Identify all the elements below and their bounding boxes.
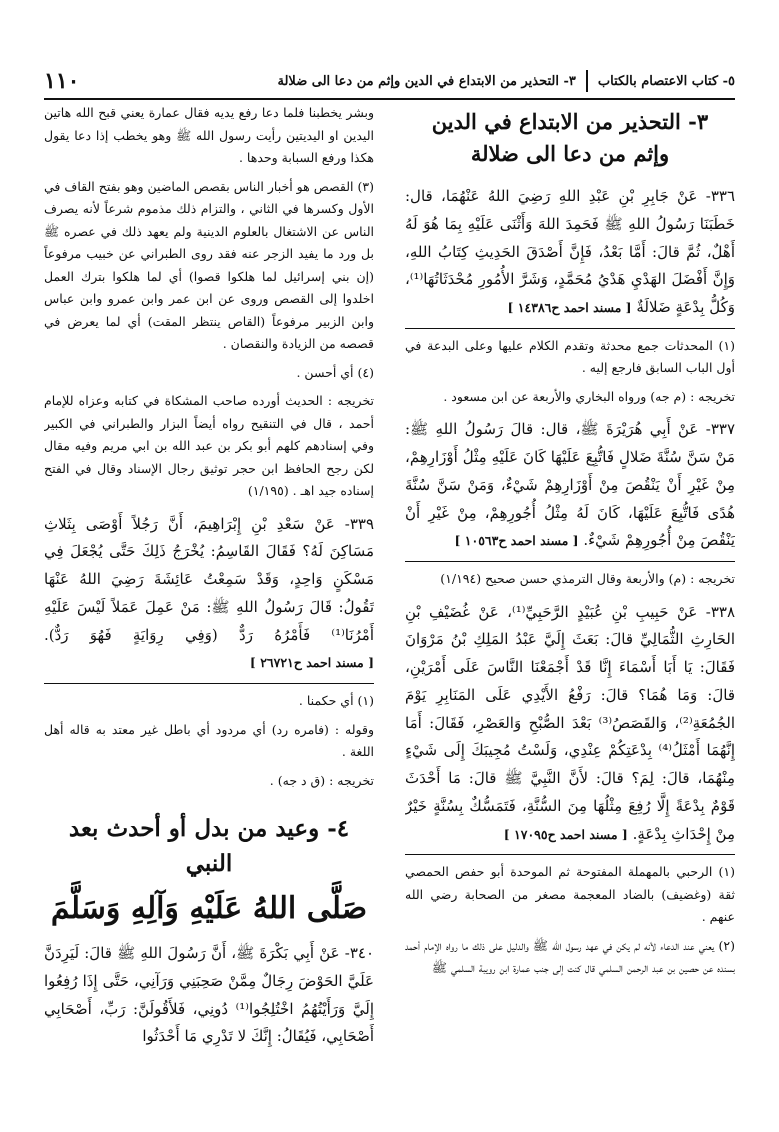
- header-titles: [278, 70, 736, 92]
- footnote-divider: [405, 561, 735, 562]
- hadith-337-text: ٣٣٧- عَنْ أَبِي هُرَيْرَةَ ﷺ، قال: قالَ رَسُولُ اللهِ ﷺ: مَنْ سَنَّ سُنَّةَ ضَلالٍ فَاتُّبِعَ عَلَيْهَا كَانَ عَلَيْهِ مِثْلُ أَوْزَارِهِمْ، مِنْ غَيْرِ أَنْ يَنْقُصَ مِنْ أَوْزَارِهِمْ شَيْءٌ، وَمَنْ سَنَّ سُنَّةَ هُدًى فَاتُّبِعَ عَلَيْهَا، كَانَ لَهُ مِثْلُ أُجُورِهِمْ، مِنْ غَيْرِ أَنْ يَنْقُصَ مِنْ أُجُورِهِمْ شَيْءٌ.: [405, 420, 735, 550]
- salah-phrase: صَلَّى اللهُ عَلَيْهِ وَآلِهِ وَسَلَّمَ: [50, 891, 368, 926]
- hadith-336-source: [ مسند احمد ح١٤٣٨٦ ]: [507, 300, 632, 315]
- hadith-338-footnote-1: (١) الرحبي بالمهملة المفتوحة ثم الموحدة أبو حفص الحمصي ثقة (وغضيف) بالضاد المعجمة مصغر من الصحابة رضي الله عنهم .: [405, 864, 735, 925]
- section-3-title: [405, 106, 735, 169]
- hadith-336-takhrij: تخريجه : (م جه) ورواه البخاري والأربعة عن ابن مسعود .: [443, 388, 735, 404]
- section-4-title: ٤- وعيد من بدل أو أحدث بعد النبي: [68, 815, 350, 877]
- footnote-divider: [405, 854, 735, 855]
- page-number: ١١٠: [44, 68, 80, 94]
- section-3-title-line2: وإثم من دعا الى ضلالة: [470, 140, 670, 166]
- hadith-337-source: [ مسند احمد ح١٠٥٦٣ ]: [454, 533, 579, 549]
- hadith-338-text: ٣٣٨- عَنْ حَبِيبِ بْنِ عُبَيْدٍ الرَّحَبِيِّ⁽¹⁾، عَنْ غُضَيْفِ بْنِ الحَارِثِ الثُّمَالِيِّ قالَ: بَعَثَ إِلَيَّ عَبْدُ المَلِكِ بْنُ مَرْوَانَ فَقَالَ: يَا أَبَا أَسْمَاءَ إِنَّا قَدْ أَجْمَعْنَا النَّاسَ عَلَى أَمْرَيْنِ، قالَ: وَمَا هُمَا؟ قالَ: رَفْعُ الأَيْدِي عَلَى المَنَابِرِ يَوْمَ الجُمُعَةِ⁽²⁾، وَالقَصَصُ⁽³⁾ بَعْدَ الصُّبْحِ وَالعَصْرِ، فَقَالَ: أَمَا إِنَّهُمَا أَمْثَلُ⁽⁴⁾ بِدْعَتِكُمْ عِنْدِي، وَلَسْتُ مُجِيبَكَ إِلَى شَيْءٍ مِنْهُمَا، قالَ: لِمَ؟ قالَ: لأَنَّ النَّبِيَّ ﷺ قالَ: مَا أَحْدَثَ قَوْمٌ بِدْعَةً إِلَّا رُفِعَ مِثْلُهَا مِنَ السُّنَّةِ، فَتَمَسُّكٌ بِسُنَّةٍ خَيْرٌ مِنْ إِحْدَاثِ بِدْعَةٍ.: [405, 602, 735, 843]
- hadith-336-footnote: (١) المحدثات جمع محدثة وتقدم الكلام عليها وعلى البدعة في أول الباب السابق فارجع إليه .: [405, 337, 735, 376]
- hadith-340: ٣٤٠- عَنْ أَبِي بَكْرَةَ ﷺ، أَنَّ رَسُولَ اللهِ ﷺ قالَ: لَيَرِدَنَّ عَلَيَّ الحَوْضَ رِجَالٌ مِمَّنْ صَحِبَنِي وَرَآنِي، حَتَّى إِذَا رُفِعُوا إِلَيَّ وَرَأَيْتُهُمُ اخْتُلِجُوا⁽¹⁾ دُونِي، فَلأَقُولَنَّ: رَبِّ، أَصْحَابِي أَصْحَابِي، فَيُقَالُ: إِنَّكَ لا تَدْرِي مَا أَحْدَثُوا: [44, 944, 374, 1046]
- hadith-339-takhrij: تخريجه : (ق د جه) .: [269, 772, 374, 788]
- footnote-divider: [405, 328, 735, 329]
- hadith-338-takhrij: تخريجه : الحديث أورده صاحب المشكاة في كتابه وعزاه للإمام أحمد ، قال في التنقيح رواه أيضاً البزار والطبراني في الكبير وفي إسنادهم كلهم أبو بكر بن عبد الله بن ابي مريم وفيه مقال لكن رجح الحافظ ابن حجر توثيق رجال الإسناد وقال في الفتح إسناده جيد اهـ . (١/١٩٥): [44, 393, 374, 498]
- hadith-336: [405, 183, 735, 322]
- footnote-divider: [44, 683, 374, 684]
- hadith-337-takhrij: تخريجه : (م) والأربعة وقال الترمذي حسن صحيح (١/١٩٤): [440, 571, 735, 586]
- section-3-title-line1: ٣- التحذير من الابتداع في الدين: [431, 109, 709, 134]
- section-title-header: ٣- التحذير من الابتداع في الدين وإثم من دعا الى ضلالة: [277, 73, 576, 89]
- hadith-339-footnote: (١) أي حكمنا .: [298, 693, 374, 708]
- hadith-338-footnote-4: (٤) أي أحسن .: [296, 364, 374, 380]
- hadith-336-text: ٣٣٦- عَنْ جَابِرِ بْنِ عَبْدِ اللهِ رَضِيَ اللهُ عَنْهُمَا، قال: خَطَبَنَا رَسُولُ اللهِ ﷺ فَحَمِدَ اللهَ وَأَثْنَى عَلَيْهِ بِمَا هُوَ لَهُ أَهْلٌ، ثُمَّ قالَ: أَمَّا بَعْدُ، فَإِنَّ أَصْدَقَ الحَدِيثِ كِتَابُ اللهِ، وَإِنَّ أَفْضَلَ الهَدْيِ هَدْيُ مُحَمَّدٍ، وَشَرَّ الأُمُورِ مُحْدَثَاتُهَا⁽¹⁾، وَكُلُّ بِدْعَةٍ ضَلالَةٌ: [405, 187, 735, 316]
- hadith-339-explanation: وقوله : (فامره رد) أي مردود أي باطل غير معتد به قاله أهل اللغة .: [44, 721, 374, 759]
- hadith-339-source: [ مسند احمد ح٢٦٧٢١ ]: [249, 655, 374, 671]
- hadith-338: [405, 599, 735, 849]
- left-column: [44, 102, 374, 1112]
- footnote-continuation: وبشر يخطبنا فلما دعا رفع يديه فقال عمارة يعني قبح الله هاتين اليدين او اليديتين رأيت رسول الله ﷺ وهو يخطب إذا دعا يقول هكذا ورفع السبابة وحدها .: [44, 105, 374, 165]
- header-divider: [586, 70, 588, 92]
- running-header: [44, 64, 735, 100]
- hadith-337: [405, 416, 735, 555]
- hadith-338-footnote-3: (٣) القصص هو أخبار الناس بقصص الماضين وهو بفتح القاف في الأول وكسرها في الثاني ، والتزام ذلك مذموم شرعاً لأنه يصرف الناس عن الاشتغال بالعلوم الدينية ولم يعهد ذلك في عصره ﷺ بل ورد ما يفيد الزجر عنه فقد روى الطبراني عن خبيب مرفوعاً (إن بني إسرائيل لما هلكوا قصوا) أي لما هلكوا بترك العمل اخلدوا إلى القصص وروى عن ابن عمر وابن عمرو وابن عباس وابن الزبير مرفوعاً (القاص ينتظر المقت) أي لما يعرض في قصصه من الزيادة والنقصان .: [44, 178, 374, 351]
- chapter-title: ٥- كتاب الاعتصام بالكتاب: [597, 73, 735, 89]
- hadith-339-text: ٣٣٩- عَنْ سَعْدِ بْنِ إِبْرَاهِيمَ، أَنَّ رَجُلاً أَوْصَى بِثَلاثِ مَسَاكِنَ لَهُ؟ فَقَالَ القَاسِمُ: يُخْرَجُ ذَلِكَ حَتَّى يُجْعَلَ فِي مَسْكَنٍ وَاحِدٍ، وَقَدْ سَمِعْتُ عَائِشَةَ رَضِيَ اللهُ عَنْهَا تَقُولُ: قَالَ رَسُولُ اللهِ ﷺ: مَنْ عَمِلَ عَمَلاً لَيْسَ عَلَيْهِ أَمْرُنَا⁽¹⁾ فَأَمْرُهُ رَدٌّ (وَفِي رِوَايَةٍ فَهُوَ رَدٌّ).: [44, 514, 374, 644]
- hadith-338-footnote-2: (٢) يعني عند الدعاء لأنه لم يكن في عهد رسول الله ﷺ والدليل على ذلك ما رواه الإمام أحمد بسنده عن حصين بن عبد الرحمن السلمي قال كنت إلى جنب عمارة ابن رويبة السلمي ﷺ: [405, 937, 735, 976]
- hadith-339: [44, 511, 374, 678]
- right-column: [405, 102, 735, 1112]
- hadith-338-source: [ مسند احمد ح١٧٠٩٥ ]: [503, 826, 628, 842]
